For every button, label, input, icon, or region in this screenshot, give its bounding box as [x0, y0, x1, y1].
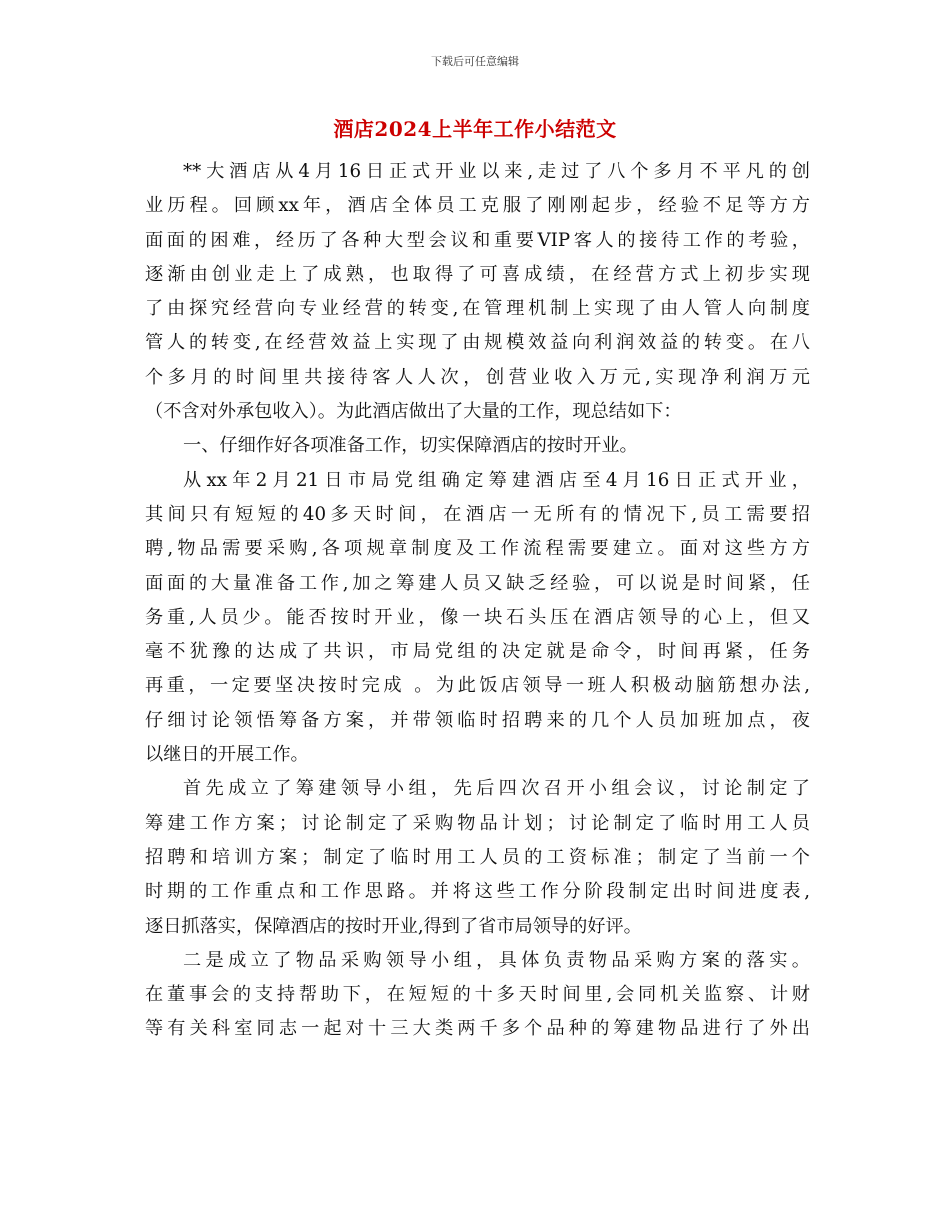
body-text-line: 聘,物品需要采购,各项规章制度及工作流程需要建立。面对这些方方 — [145, 538, 810, 560]
body-text-line: 逐渐由创业走上了成熟，也取得了可喜成绩，在经营方式上初步实现 — [145, 263, 810, 285]
page-header-note: 下载后可任意编辑 — [431, 55, 519, 68]
body-text-line: 时期的工作重点和工作思路。并将这些工作分阶段制定出时间进度表, — [145, 881, 810, 903]
body-text-line: 从xx年2月21日市局党组确定筹建酒店至4月16日正式开业， — [183, 469, 810, 491]
body-text-line: 在董事会的支持帮助下，在短短的十多天时间里,会同机关监察、计财 — [145, 984, 810, 1006]
body-text-line: 管人的转变,在经营效益上实现了由规模效益向利润效益的转变。在八 — [145, 332, 810, 354]
body-text-line: 再重，一定要坚决按时完成 。为此饭店领导一班人积极动脑筋想办法, — [145, 675, 810, 697]
body-text-line: **大酒店从4月16日正式开业以来,走过了八个多月不平凡的创 — [183, 161, 810, 182]
body-text-line: 等有关科室同志一起对十三大类两千多个品种的筹建物品进行了外出 — [145, 1018, 810, 1040]
body-text-line: 首先成立了筹建领导小组，先后四次召开小组会议，讨论制定了 — [183, 778, 810, 800]
body-text-line: 务重,人员少。能否按时开业，像一块石头压在酒店领导的心上，但又 — [145, 606, 810, 628]
body-text-line: 毫不犹豫的达成了共识，市局党组的决定就是命令，时间再紧，任务 — [145, 641, 810, 663]
body-text-line: 面面的大量准备工作,加之筹建人员又缺乏经验，可以说是时间紧，任 — [145, 572, 810, 594]
body-text-line: 以继日的开展工作。 — [145, 744, 309, 766]
body-text-line: 仔细讨论领悟筹备方案，并带领临时招聘来的几个人员加班加点，夜 — [145, 709, 810, 731]
body-text-line: 其间只有短短的40多天时间，在酒店一无所有的情况下,员工需要招 — [145, 503, 810, 525]
body-text-line: （不含对外承包收入）。为此酒店做出了大量的工作，现总结如下： — [145, 401, 682, 423]
document-title: 酒店2024上半年工作小结范文 — [333, 117, 617, 141]
body-text-line: 二是成立了物品采购领导小组，具体负责物品采购方案的落实。 — [183, 949, 810, 971]
body-text-line: 面面的困难，经历了各种大型会议和重要VIP客人的接待工作的考验， — [145, 229, 810, 251]
body-text-line: 筹建工作方案；讨论制定了采购物品计划；讨论制定了临时用工人员 — [145, 812, 810, 834]
body-text-line: 一、仔细作好各项准备工作，切实保障酒店的按时开业。 — [183, 435, 638, 457]
body-text-line: 招聘和培训方案；制定了临时用工人员的工资标准；制定了当前一个 — [145, 846, 810, 868]
body-text-line: 业历程。回顾xx年，酒店全体员工克服了刚刚起步，经验不足等方方 — [145, 195, 810, 217]
document-body — [145, 155, 810, 1047]
body-text-line: 逐日抓落实，保障酒店的按时开业,得到了省市局领导的好评。 — [145, 915, 642, 937]
body-text-line: 个多月的时间里共接待客人人次，创营业收入万元,实现净利润万元 — [145, 366, 810, 388]
body-text-line: 了由探究经营向专业经营的转变,在管理机制上实现了由人管人向制度 — [145, 298, 810, 320]
